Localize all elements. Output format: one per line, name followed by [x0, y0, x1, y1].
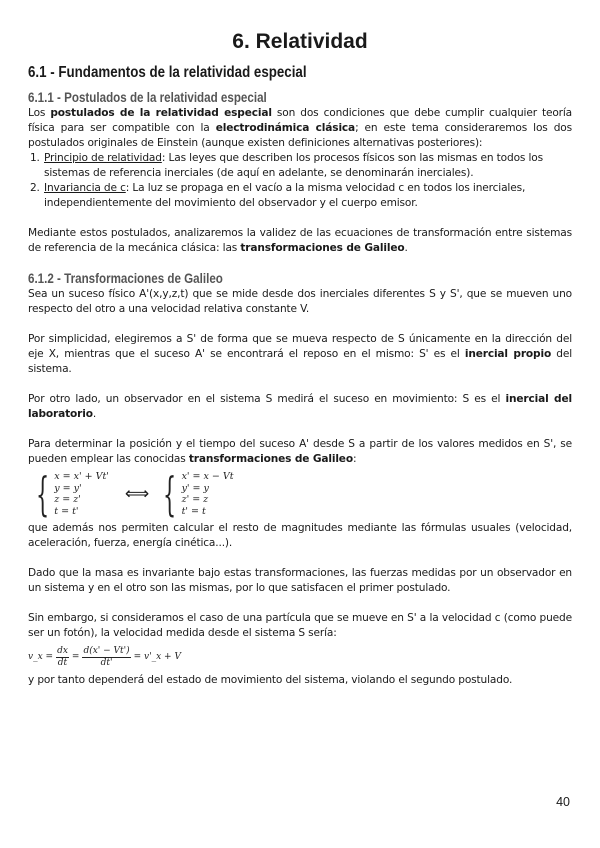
brace-glyph: { — [36, 467, 50, 521]
galileo-equations — [28, 469, 572, 519]
paragraph-transformaciones: Para determinar la posición y el tiempo del suceso A' desde S a partir de los valores medidos en S', se pueden emplear las conocidas transformaciones de Galileo: — [28, 438, 572, 465]
paragraph-intro: Los postulados de la relatividad especial son dos condiciones que debe cumplir cualquier teoría física para ser compatible con la electrodinámica clásica; en este tema consideraremos los dos postulados originales de Einstein (aunque existen definiciones alternativas posteriores): — [28, 107, 573, 149]
postulate-term: Principio de relatividad — [44, 152, 162, 164]
fraction: $\frac{d(x' - Vt')}{dt'}$ — [83, 645, 130, 668]
list-item: 1. Principio de relatividad: Las leyes que describen los procesos físicos son las mismas en todos los sistemas de referencia inerciales (de aquí en adelante, se denominarán inerciales). — [43, 151, 572, 181]
fraction: $\frac{dx}{dt}$ — [57, 645, 68, 668]
equation-line: y = y' — [54, 482, 82, 494]
paragraph-foton: Sin embargo, si consideramos el caso de una partícula que se mueve en S' a la velocidad c (como puede ser un fotón), la velocidad medida desde el sistema S sería: — [28, 612, 572, 639]
list-item: 2. Invariancia de c: La luz se propaga en el vacío a la misma velocidad c en todos los inerciales, independientemente del movimiento del observador y el cuerpo emisor. — [43, 181, 572, 211]
bold-term: inercial del laboratorio — [28, 393, 572, 420]
subsection-heading-galileo: 6.1.2 - Transformaciones de Galileo — [28, 271, 223, 286]
equation-line: z' = z — [181, 494, 209, 505]
bold-term: transformaciones de Galileo — [188, 453, 353, 465]
equation-system-right — [155, 467, 234, 521]
page-title: 6. Relatividad — [232, 30, 368, 53]
page-number: 40 — [556, 795, 570, 809]
equation-line: x' = x − Vt — [181, 471, 234, 482]
page-content — [28, 0, 572, 688]
paragraph-magnitudes: que además nos permiten calcular el resto de magnitudes mediante las fórmulas usuales (velocidad, aceleración, fuerza, energía cinética...). — [28, 522, 572, 549]
iff-arrow-icon: ⟺ — [124, 484, 150, 504]
paragraph-laboratorio: Por otro lado, un observador en el sistema S medirá el suceso en movimiento: S es el inercial del laboratorio. — [28, 393, 572, 420]
section-heading: 6.1 - Fundamentos de la relatividad especial — [28, 64, 307, 81]
equation-line: z = z' — [54, 494, 81, 505]
brace-glyph: { — [163, 467, 177, 521]
paragraph-masa: Dado que la masa es invariante bajo estas transformaciones, las fuerzas medidas por un observador en un sistema y en el otro son las mismas, por lo que satisfacen el primer postulado. — [28, 567, 572, 594]
equation-line: y' = y — [181, 482, 209, 494]
bold-term: electrodinámica clásica — [215, 122, 356, 134]
bold-term: postulados de la relatividad especial — [50, 107, 272, 119]
bold-term: transformaciones de Galileo — [240, 242, 405, 254]
equation-system-left — [28, 467, 109, 521]
velocity-equation — [28, 641, 572, 673]
postulates-list — [28, 151, 572, 211]
paragraph-galileo-intro: Mediante estos postulados, analizaremos la validez de las ecuaciones de transformación entre sistemas de referencia de la mecánica clásica: las transformaciones de Galileo. — [28, 227, 572, 254]
equation-term: = — [71, 652, 80, 662]
equation-term: v_x = — [28, 652, 54, 662]
equation-term: = v'_x + V — [133, 652, 181, 662]
bold-term: inercial propio — [464, 348, 552, 360]
paragraph-conclusion: y por tanto dependerá del estado de movimiento del sistema, violando el segundo postulado. — [28, 674, 513, 686]
paragraph-inercial-propio: Por simplicidad, elegiremos a S' de forma que se mueva respecto de S únicamente en la dirección del eje X, mientras que el suceso A' se encontrará el reposo en el mismo: S' es el inercial propio del sistema. — [28, 333, 573, 375]
equation-line: t = t' — [54, 505, 79, 517]
paragraph-suceso: Sea un suceso físico A'(x,y,z,t) que se mide desde dos inerciales diferentes S y S', que se mueven uno respecto del otro a una velocidad relativa constante V. — [28, 288, 572, 315]
equation-line: x = x' + Vt' — [54, 471, 109, 482]
equation-line: t' = t — [181, 505, 206, 517]
postulate-term: Invariancia de c — [44, 182, 126, 194]
subsection-heading-postulados: 6.1.1 - Postulados de la relatividad especial — [28, 90, 267, 105]
